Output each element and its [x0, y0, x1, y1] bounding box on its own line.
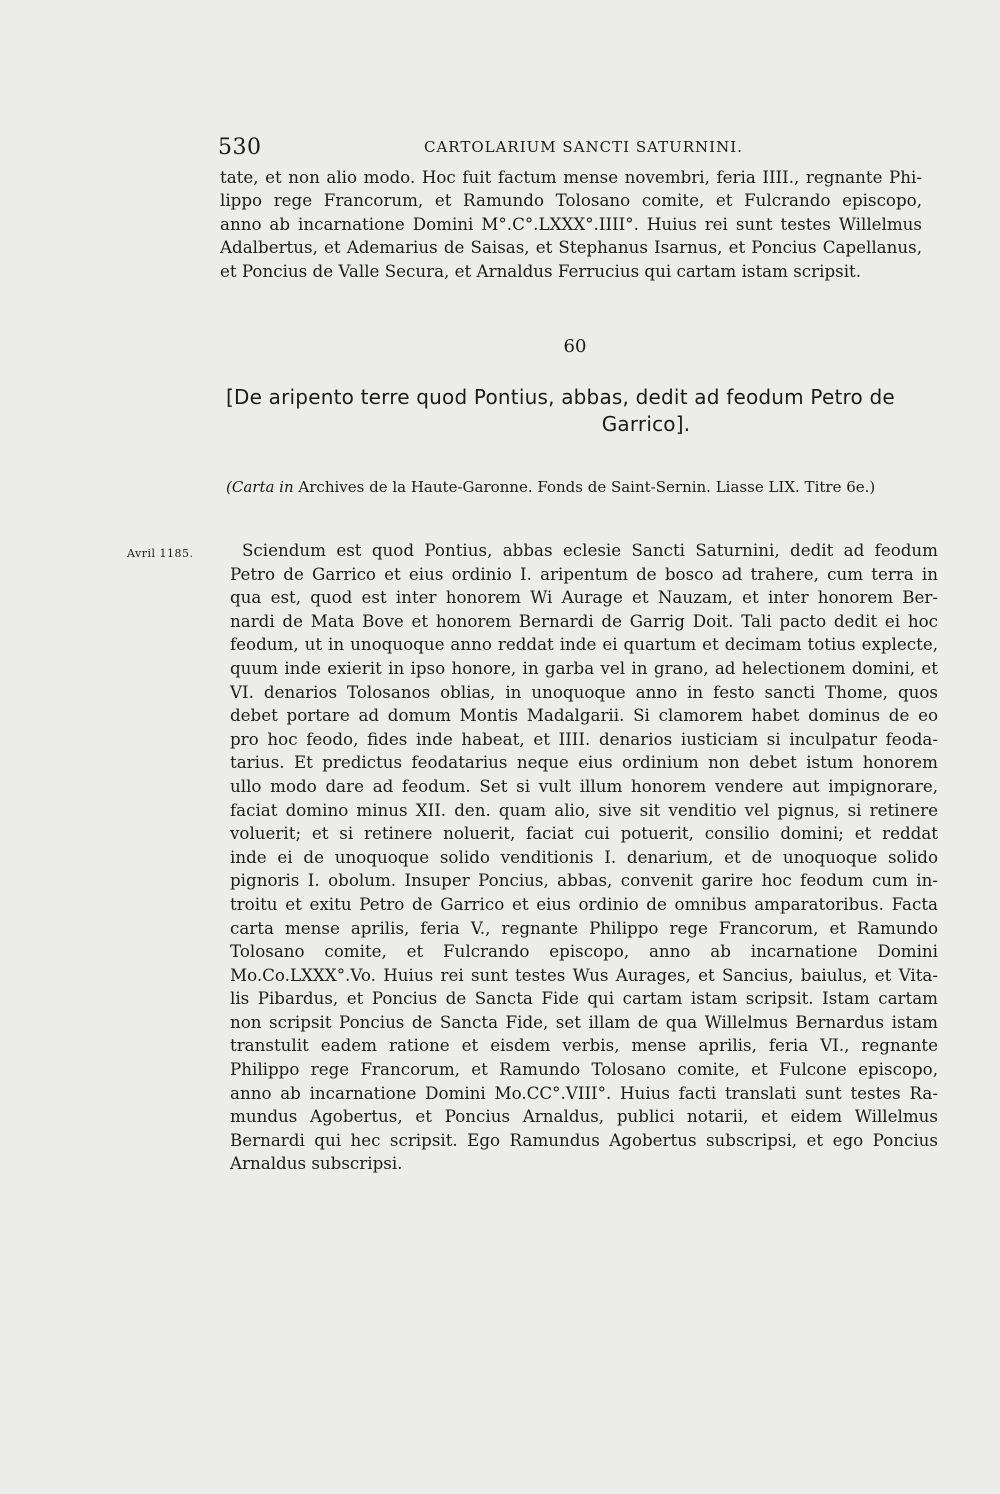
text-line: nardi de Mata Bove et honorem Bernardi de Garrig Doit. Tali pacto dedit ei hoc — [230, 610, 938, 631]
text-line: qua est, quod est inter honorem Wi Aurage et Nauzam, et inter honorem Ber- — [230, 587, 938, 608]
text-line: anno ab incarnatione Domini Mo.CC°.VIII°. Huius facti translati sunt testes Ra- — [230, 1082, 938, 1103]
text-line: transtulit eadem ratione et eisdem verbis, mense aprilis, feria VI., regnante — [230, 1035, 938, 1056]
text-line: tarius. Et predictus feodatarius neque eius ordinium non debet istum honorem — [230, 752, 938, 773]
text-line: lippo rege Francorum, et Ramundo Tolosano comite, et Fulcrando episcopo, — [220, 190, 922, 211]
text-line: et Poncius de Valle Secura, et Arnaldus Ferrucius qui cartam istam scripsit. — [220, 260, 862, 281]
text-line: mundus Agobertus, et Poncius Arnaldus, publici notarii, et eidem Willelmus — [230, 1106, 938, 1127]
text-line: carta mense aprilis, feria V., regnante Philippo rege Francorum, et Ramundo — [230, 917, 938, 938]
text-line: tate, et non alio modo. Hoc fuit factum mense novembri, feria IIII., regnante Phi- — [220, 167, 922, 187]
text-line: quum inde exierit in ipso honore, in garba vel in grano, ad helectionem domini, et — [230, 657, 938, 678]
charter-body — [230, 539, 938, 1176]
text-line: Tolosano comite, et Fulcrando episcopo, anno ab incarnatione Domini — [230, 941, 938, 962]
text-line: pro hoc feodo, fides inde habeat, et IIII. denarios iusticiam si inculpatur feoda- — [230, 728, 938, 749]
text-line: Mo.Co.LXXX°.Vo. Huius rei sunt testes Wus Aurages, et Sancius, baiulus, et Vita- — [230, 964, 938, 985]
running-title: CARTOLARIUM SANCTI SATURNINI. — [424, 138, 743, 156]
text-line: pignoris I. obolum. Insuper Poncius, abbas, convenit garire hoc feodum cum in- — [230, 870, 938, 891]
text-line: inde ei de unoquoque solido venditionis I. denarium, et de unoquoque solido — [230, 846, 938, 867]
text-line: Adalbertus, et Ademarius de Saisas, et Stephanus Isarnus, et Poncius Capellanus, — [220, 237, 922, 258]
source-citation — [226, 478, 926, 496]
text-line: Philippo rege Francorum, et Ramundo Tolosano comite, et Fulcone episcopo, — [230, 1059, 938, 1080]
text-line: lis Pibardus, et Poncius de Sancta Fide qui cartam istam scripsit. Istam cartam — [230, 988, 938, 1009]
margin-date: Avril 1185. — [127, 547, 194, 560]
text-line: ullo modo dare ad feodum. Set si vult illum honorem vendere aut impignorare, — [230, 775, 938, 796]
text-line: Bernardi qui hec scripsit. Ego Ramundus Agobertus subscripsi, et ego Poncius — [230, 1129, 938, 1150]
source-reference: Archives de la Haute-Garonne. Fonds de Saint-Sernin. Liasse LIX. Titre 6e.) — [298, 478, 876, 496]
text-line: feodum, ut in unoquoque anno reddat inde ei quartum et decimam totius explecte, — [230, 634, 938, 655]
text-line: Sciendum est quod Pontius, abbas eclesie Sancti Saturnini, dedit ad feodum — [242, 540, 938, 560]
text-line: Petro de Garrico et eius ordinio I. aripentum de bosco ad trahere, cum terra in — [230, 563, 938, 584]
text-line: non scripsit Poncius de Sancta Fide, set illam de qua Willelmus Bernardus istam — [230, 1011, 938, 1032]
rubric-line: [De aripento terre quod Pontius, abbas, dedit ad feodum Petro de — [226, 385, 895, 409]
charter-rubric — [226, 384, 926, 438]
text-line: anno ab incarnatione Domini M°.C°.LXXX°.IIII°. Huius rei sunt testes Willelmus — [220, 213, 922, 234]
previous-charter-ending — [220, 166, 922, 283]
text-line: VI. denarios Tolosanos oblias, in unoquoque anno in festo sancti Thome, quos — [230, 681, 938, 702]
page-header — [218, 135, 918, 163]
charter-number: 60 — [563, 336, 587, 357]
text-line: debet portare ad domum Montis Madalgarii. Si clamorem habet dominus de eo — [230, 705, 938, 726]
source-prefix: (Carta in — [226, 478, 294, 496]
text-line: faciat domino minus XII. den. quam alio, sive sit venditio vel pignus, si retinere — [230, 799, 938, 820]
text-line: troitu et exitu Petro de Garrico et eius ordinio de omnibus amparatoribus. Facta — [230, 893, 938, 914]
page-number: 530 — [218, 135, 262, 160]
rubric-line: Garrico]. — [601, 412, 691, 436]
text-line: Arnaldus subscripsi. — [230, 1153, 403, 1174]
text-line: voluerit; et si retinere noluerit, faciat cui potuerit, consilio domini; et reddat — [230, 823, 938, 844]
